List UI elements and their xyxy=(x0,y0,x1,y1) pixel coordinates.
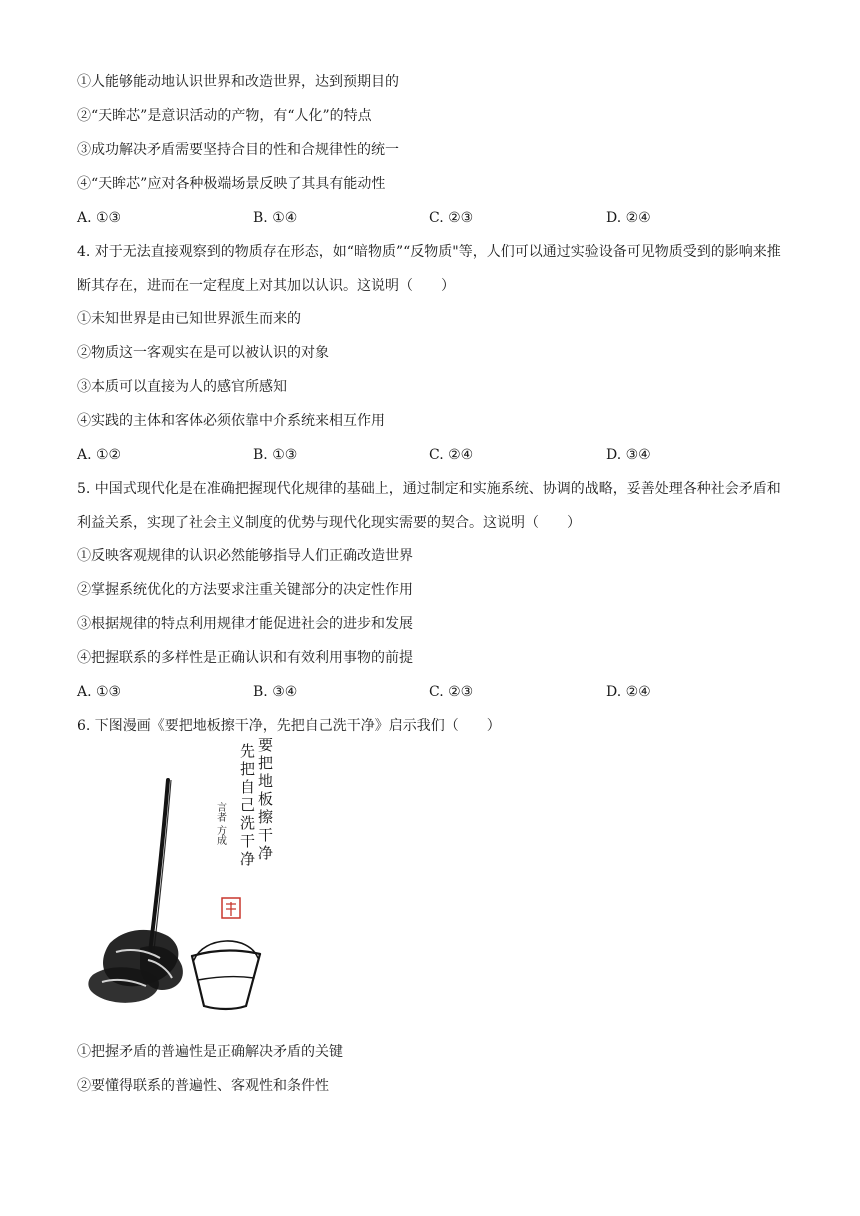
q4-option-d[interactable]: D. ③④ xyxy=(606,447,651,463)
q5-option-c[interactable]: C. ②③ xyxy=(429,684,474,700)
q4-statement-4: ④实践的主体和客体必须依靠中介系统来相互作用 xyxy=(77,413,385,429)
q5-option-a[interactable]: A. ①③ xyxy=(77,684,122,700)
q5-option-b[interactable]: B. ③④ xyxy=(253,684,298,700)
q5-stem: 5. 中国式现代化是在准确把握现代化规律的基础上，通过制定和实施系统、协调的战略，妥善处理各种社会矛盾和利益关系，实现了社会主义制度的优势与现代化现实需要的契合。这说明（ ） xyxy=(77,481,781,531)
q6-statement-2: ②要懂得联系的普遍性、客观性和条件性 xyxy=(77,1078,329,1094)
q4-options xyxy=(77,445,777,465)
mop-handle xyxy=(150,780,168,952)
q5-statement-2: ②掌握系统优化的方法要求注重关键部分的决定性作用 xyxy=(77,582,413,598)
q5-options xyxy=(77,682,777,702)
q3-statement-1: ①人能够能动地认识世界和改造世界，达到预期目的 xyxy=(77,74,399,90)
q4-option-c[interactable]: C. ②④ xyxy=(429,447,474,463)
bucket-drawing xyxy=(192,941,260,1009)
q5-option-d[interactable]: D. ②④ xyxy=(606,684,651,700)
q4-stem: 4. 对于无法直接观察到的物质存在形态，如“暗物质”“反物质"等，人们可以通过实验设备可见物质受到的影响来推断其存在，进而在一定程度上对其加以认识。这说明（ ） xyxy=(77,244,781,294)
q4-statement-3: ③本质可以直接为人的感官所感知 xyxy=(77,379,287,395)
q3-option-d[interactable]: D. ②④ xyxy=(606,210,651,226)
q5-statement-4: ④把握联系的多样性是正确认识和有效利用事物的前提 xyxy=(77,650,413,666)
q3-option-b[interactable]: B. ①④ xyxy=(253,210,298,226)
q5-statement-1: ①反映客观规律的认识必然能够指导人们正确改造世界 xyxy=(77,548,413,564)
mop-head xyxy=(88,930,183,1003)
inscription-column-1: 要把地板擦干净 xyxy=(258,738,274,862)
q5-statement-3: ③根据规律的特点利用规律才能促进社会的进步和发展 xyxy=(77,616,413,632)
q3-option-a[interactable]: A. ①③ xyxy=(77,210,122,226)
q6-stem: 6. 下图漫画《要把地板擦干净，先把自己洗干净》启示我们（ ） xyxy=(77,718,501,734)
q4-statement-2: ②物质这一客观实在是可以被认识的对象 xyxy=(77,345,329,361)
q6-statement-1: ①把握矛盾的普遍性是正确解决矛盾的关键 xyxy=(77,1044,343,1060)
q3-statement-2: ②“天眸芯”是意识活动的产物，有“人化”的特点 xyxy=(77,108,372,124)
q3-options xyxy=(77,208,777,228)
q4-option-b[interactable]: B. ①③ xyxy=(253,447,298,463)
red-seal-stamp xyxy=(222,898,240,918)
artist-signature: 言者 方成 xyxy=(214,802,226,846)
q3-option-c[interactable]: C. ②③ xyxy=(429,210,474,226)
cartoon-mop-and-bucket xyxy=(80,738,310,1020)
q4-statement-1: ①未知世界是由已知世界派生而来的 xyxy=(77,311,301,327)
q4-option-a[interactable]: A. ①② xyxy=(77,447,122,463)
q3-statement-4: ④“天眸芯”应对各种极端场景反映了其具有能动性 xyxy=(77,176,386,192)
q3-statement-3: ③成功解决矛盾需要坚持合目的性和合规律性的统一 xyxy=(77,142,399,158)
inscription-column-2: 先把自己洗干净 xyxy=(240,742,256,868)
